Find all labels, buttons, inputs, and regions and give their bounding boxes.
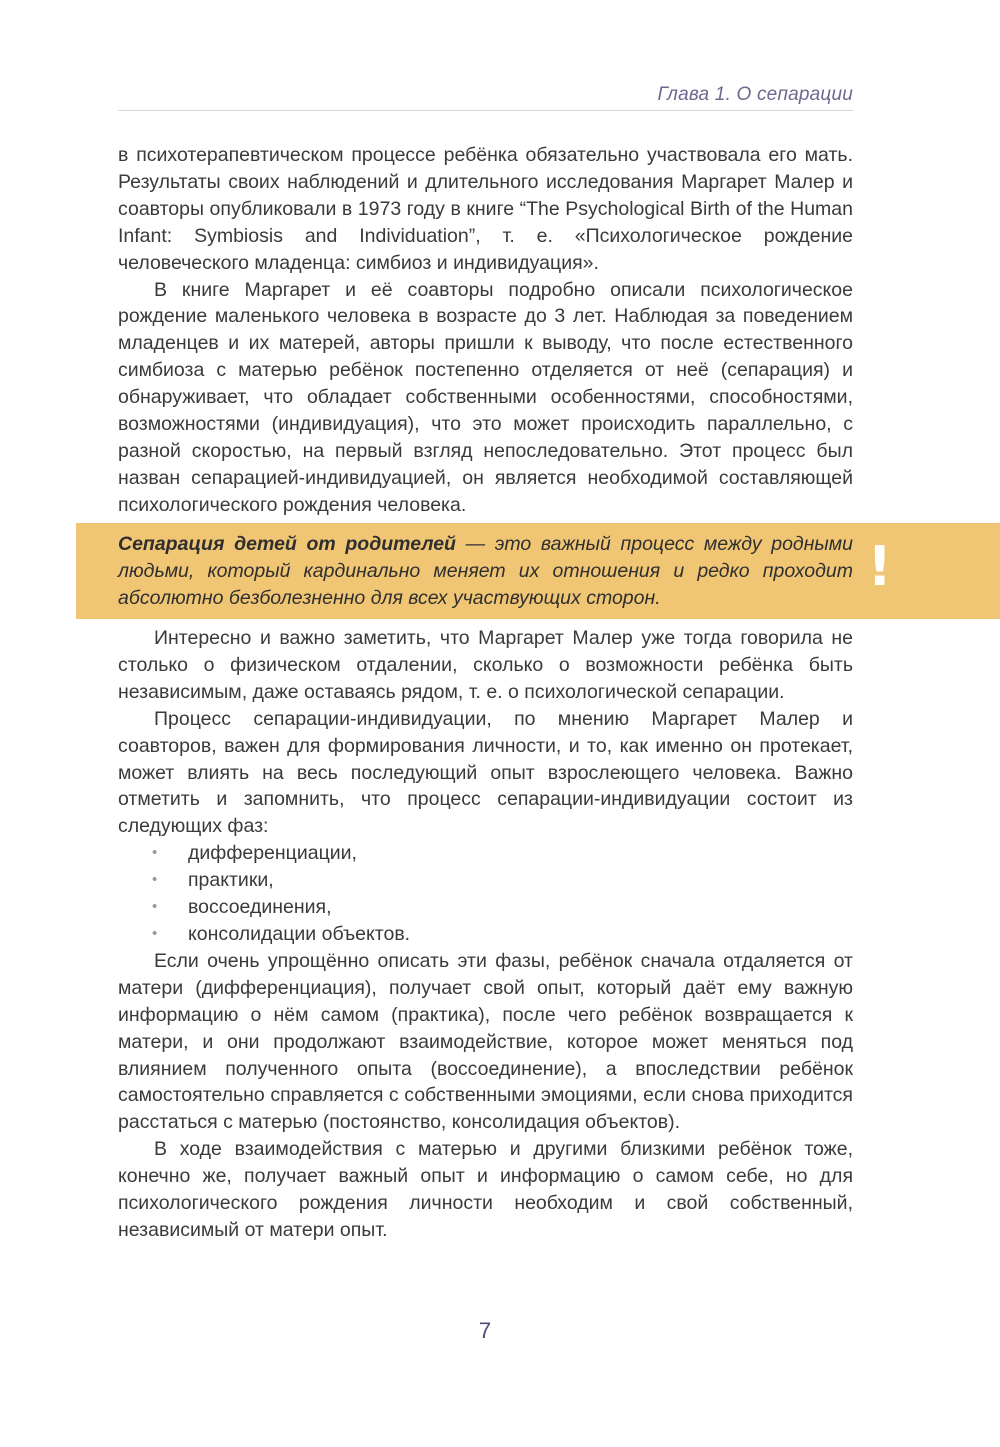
running-title: Глава 1. О сепарации — [657, 84, 853, 105]
phases-list — [118, 840, 853, 948]
text-section-bottom — [118, 625, 853, 1244]
bullet-icon: • — [152, 924, 158, 942]
list-item — [118, 894, 853, 921]
list-item-text: консолидации объектов. — [188, 922, 411, 945]
paragraph-phases-intro: Процесс сепарации-индивидуации, по мнению Маргарет Малер и соавторов, важен для формирования личности, и то, как именно он протекает, может влиять на весь последующий опыт взрослеющего человека. Важно отметить и запомнить, что процесс сепарации-индивидуации состоит из следующих фаз: — [118, 707, 853, 838]
paragraph-continuation: в психотерапевтическом процессе ребёнка обязательно участвовала его мать. Результаты своих наблюдений и длительного исследования Маргарет Малер и соавторы опубликовали в 1973 году в книге “The Psychological Birth of the Human Infant: Symbiosis and Individuation”, т. е. «Психологическое рождение человеческого младенца: симбиоз и индивидуация». — [118, 144, 853, 274]
callout-term: Сепарация детей от родителей — [118, 533, 456, 555]
list-item — [118, 921, 853, 948]
callout-definition: — это важный процесс между родными людьми, который кардинально меняет их отношения и редко проходит абсолютно безболезненно для всех участвующих сторон. — [118, 533, 853, 609]
bullet-icon: • — [152, 844, 158, 862]
list-item — [118, 867, 853, 894]
callout-text — [118, 531, 853, 612]
list-item-text: воссоединения, — [188, 896, 332, 919]
definition-callout — [76, 523, 1000, 619]
paragraph-mahler-book: В книге Маргарет и её соавторы подробно описали психологическое рождение маленького человека в возрасте до 3 лет. Наблюдая за поведением младенцев и их матерей, авторы пришли к выводу, что после естественного симбиоза с матерью ребёнок постепенно отделяется от неё (сепарация) и обнаруживает, что обладает собственными особенностями, способностями, возможностями (индивидуация), что это может происходить параллельно, с разной скоростью, на первый взгляд непоследовательно. Этот процесс был назван сепарацией-индивидуацией, он является необходимой составляющей психологического рождения человека. — [118, 278, 853, 516]
text-section-top — [118, 142, 853, 519]
list-item-text: дифференциации, — [188, 842, 357, 865]
bullet-icon: • — [152, 898, 158, 916]
list-item-text: практики, — [188, 869, 274, 892]
list-item — [118, 840, 853, 867]
paragraph-psychological-separation: Интересно и важно заметить, что Маргарет Малер уже тогда говорила не столько о физическом отдалении, сколько о возможности ребёнка быть независимым, даже оставаясь рядом, т. е. о психологической сепарации. — [118, 627, 853, 703]
header-divider — [118, 110, 853, 111]
page-number: 7 — [478, 1318, 492, 1343]
bullet-icon: • — [152, 871, 158, 889]
exclamation-icon: ! — [867, 535, 892, 598]
paragraph-phases-description: Если очень упрощённо описать эти фазы, ребёнок сначала отдаляется от матери (дифференциация), получает свой опыт, который даёт ему важную информацию о нём самом (практика), после чего ребёнок возвращается к матери, и они продолжают взаимодействие, которое может меняться под влиянием полученного опыта (воссоединение), а впоследствии ребёнок самостоятельно справляется с собственными эмоциями, если снова приходится расстаться с матерью (постоянство, консолидация объектов). — [118, 949, 853, 1134]
paragraph-own-experience: В ходе взаимодействия с матерью и другими близкими ребёнок тоже, конечно же, получает важный опыт и информацию о самом себе, но для психологического рождения личности необходим и свой собственный, независимый от матери опыт. — [118, 1138, 853, 1241]
